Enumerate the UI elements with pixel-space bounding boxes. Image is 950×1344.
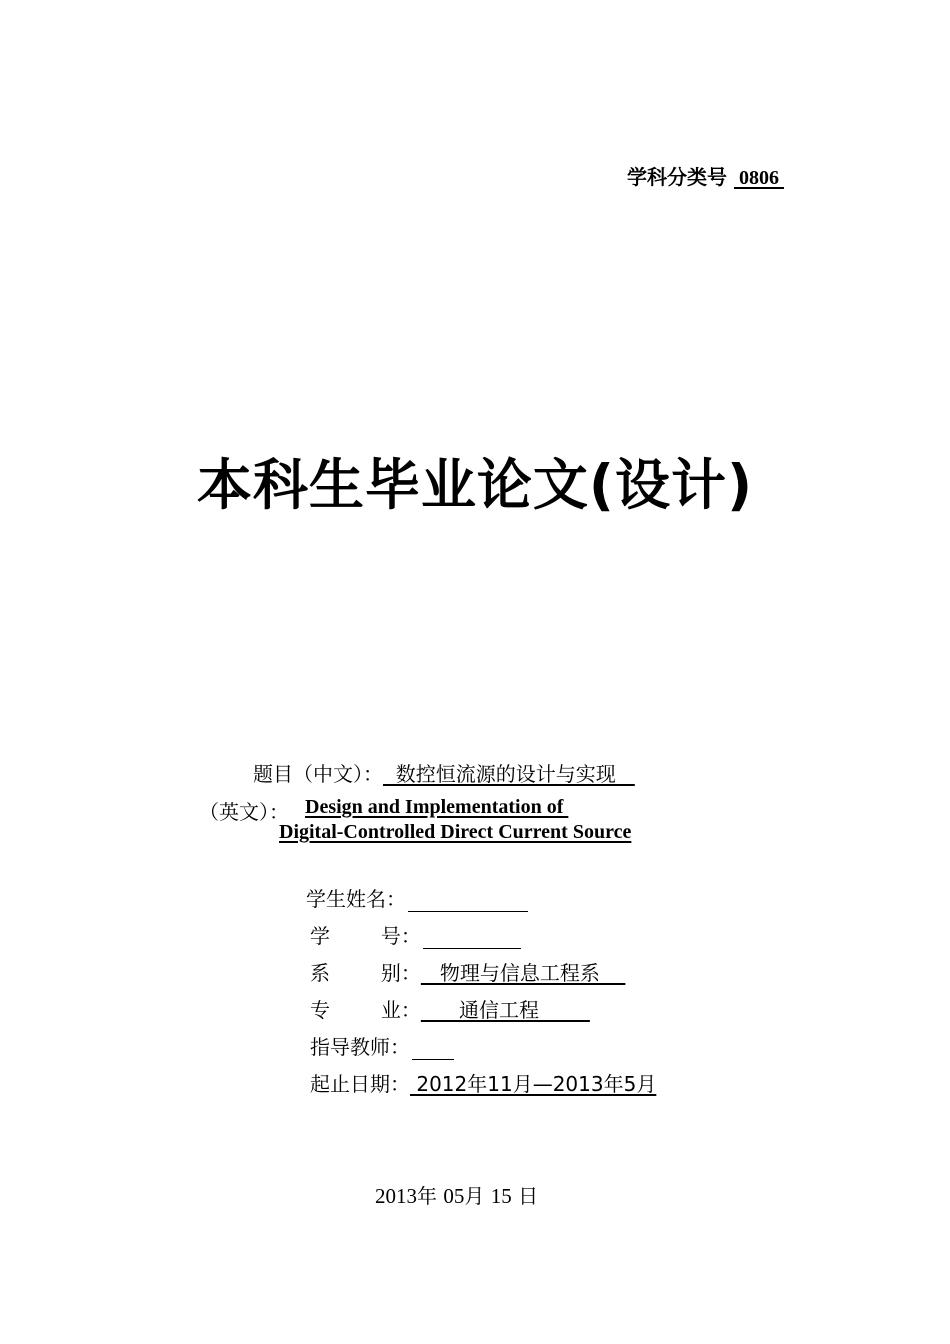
student-id-label: 学 号： [310,924,421,948]
major-row [310,994,590,1023]
date-month: 05 [443,1184,465,1208]
student-id-row [310,920,521,949]
date-year: 2013 [375,1184,417,1208]
date-month-char: 月 [464,1184,485,1208]
date-day: 15 [490,1184,512,1208]
major-value: 通信工程 [420,998,590,1022]
thesis-title-english-line1: Design and Implementation of [305,796,569,818]
student-name-blank [408,891,528,912]
student-name-label: 学生姓名： [306,887,406,911]
thesis-title-chinese [253,758,635,787]
department-value: 物理与信息工程系 [420,961,626,985]
department-label: 系 别： [310,961,421,985]
document-title: 本科生毕业论文(设计) [196,453,754,517]
major-label: 专 业： [310,998,421,1022]
advisor-blank [412,1039,454,1060]
subject-classification-code: 0806 [733,167,784,189]
advisor-label: 指导教师： [310,1035,410,1059]
period-row [310,1068,656,1097]
subject-classification [627,161,784,190]
student-name-row [306,883,528,912]
subject-classification-label: 学科分类号 [627,165,727,189]
submission-date [375,1180,538,1209]
thesis-title-english-line2: Digital-Controlled Direct Current Source [279,821,632,843]
thesis-title-chinese-label: 题目（中文）： [253,762,383,786]
department-row [310,957,625,986]
date-year-char: 年 [417,1184,437,1208]
period-label: 起止日期： [310,1072,410,1096]
thesis-title-chinese-value: 数控恒流源的设计与实现 [383,762,635,786]
period-value: 2012年11月—2013年5月 [410,1072,657,1096]
date-day-char: 日 [518,1184,539,1208]
thesis-title-english-label: （英文）： [199,800,289,824]
student-id-blank [423,928,521,949]
advisor-row [310,1031,454,1060]
